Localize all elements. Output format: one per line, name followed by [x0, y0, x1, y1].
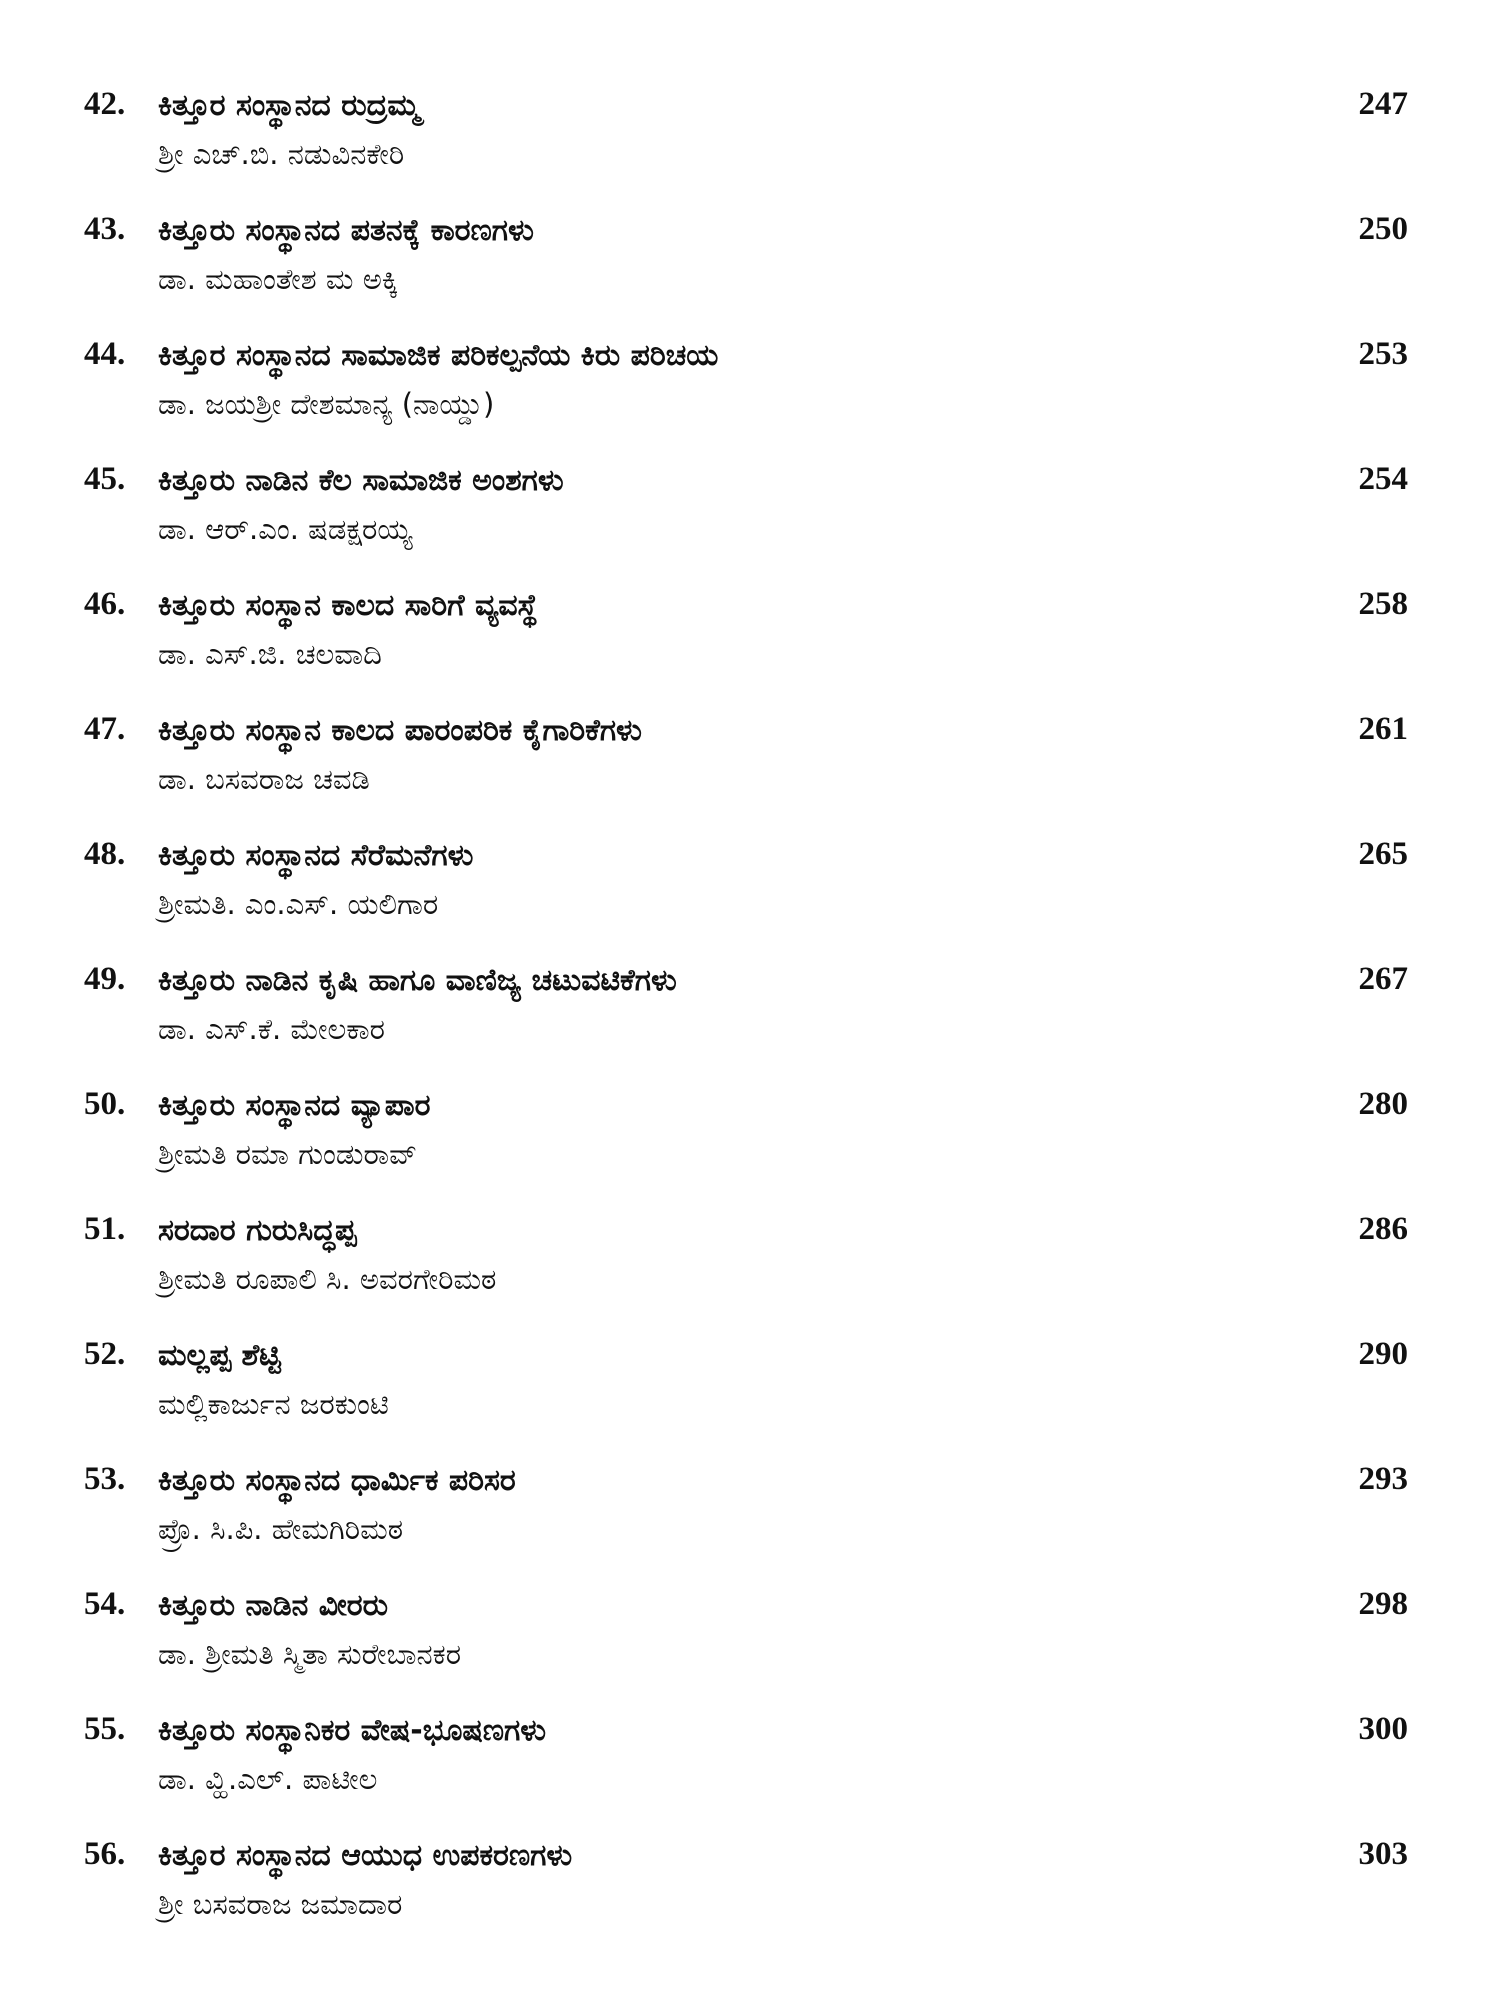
- entry-page-number: 286: [1358, 1211, 1408, 1247]
- entry-author: ಶ್ರೀಮತಿ. ಎಂ.ಎಸ್. ಯಲಿಗಾರ: [158, 887, 439, 921]
- entry-author: ಶ್ರೀಮತಿ ರಮಾ ಗುಂಡುರಾವ್: [158, 1137, 418, 1171]
- entry-title: ಕಿತ್ತೂರು ಸಂಸ್ಥಾನ ಕಾಲದ ಸಾರಿಗೆ ವ್ಯವಸ್ಥೆ: [158, 588, 538, 623]
- entry-number: 44.: [84, 336, 126, 372]
- toc-entry-43: [0, 207, 1500, 327]
- toc-entry-45: [0, 457, 1500, 577]
- entry-title: ಮಲ್ಲಪ್ಪ ಶೆಟ್ಟಿ: [158, 1338, 281, 1373]
- entry-number: 43.: [84, 211, 126, 247]
- entry-title: ಕಿತ್ತೂರು ಸಂಸ್ಥಾನದ ಪತನಕ್ಕೆ ಕಾರಣಗಳು: [158, 213, 534, 248]
- toc-entry-44: [0, 332, 1500, 452]
- entry-page-number: 267: [1358, 961, 1408, 997]
- toc-entry-53: [0, 1457, 1500, 1577]
- entry-number: 46.: [84, 586, 126, 622]
- toc-entry-46: [0, 582, 1500, 702]
- entry-title: ಕಿತ್ತೂರು ಸಂಸ್ಥಾನ ಕಾಲದ ಪಾರಂಪರಿಕ ಕೈಗಾರಿಕೆಗಳು: [158, 713, 642, 748]
- entry-author: ಡಾ. ವ್ಹಿ.ಎಲ್. ಪಾಟೀಲ: [158, 1762, 378, 1796]
- entry-author: ಮಲ್ಲಿಕಾರ್ಜುನ ಜರಕುಂಟಿ: [158, 1387, 389, 1421]
- toc-entry-47: [0, 707, 1500, 827]
- entry-title: ಕಿತ್ತೂರ ಸಂಸ್ಥಾನದ ಸಾಮಾಜಿಕ ಪರಿಕಲ್ಪನೆಯ ಕಿರು ಪರಿಚಯ: [158, 338, 719, 373]
- entry-page-number: 258: [1358, 586, 1408, 622]
- entry-author: ಡಾ. ಎಸ್.ಜಿ. ಚಲವಾದಿ: [158, 637, 382, 671]
- entry-title: ಕಿತ್ತೂರು ಸಂಸ್ಥಾನದ ಧಾರ್ಮಿಕ ಪರಿಸರ: [158, 1463, 516, 1498]
- entry-author: ಡಾ. ಶ್ರೀಮತಿ ಸ್ಮಿತಾ ಸುರೇಬಾನಕರ: [158, 1637, 462, 1671]
- entry-page-number: 261: [1358, 711, 1408, 747]
- entry-title: ಕಿತ್ತೂರ ಸಂಸ್ಥಾನದ ಆಯುಧ ಉಪಕರಣಗಳು: [158, 1838, 573, 1873]
- entry-number: 53.: [84, 1461, 126, 1497]
- toc-entry-55: [0, 1707, 1500, 1827]
- entry-number: 52.: [84, 1336, 126, 1372]
- entry-number: 51.: [84, 1211, 126, 1247]
- entry-number: 56.: [84, 1836, 126, 1872]
- toc-entry-54: [0, 1582, 1500, 1702]
- entry-page-number: 300: [1358, 1711, 1408, 1747]
- entry-page-number: 250: [1358, 211, 1408, 247]
- entry-page-number: 265: [1358, 836, 1408, 872]
- entry-page-number: 247: [1358, 86, 1408, 122]
- entry-number: 47.: [84, 711, 126, 747]
- entry-author: ಡಾ. ಜಯಶ್ರೀ ದೇಶಮಾನ್ಯ (ನಾಯ್ಡು): [158, 387, 495, 421]
- entry-number: 54.: [84, 1586, 126, 1622]
- entry-title: ಕಿತ್ತೂರ ಸಂಸ್ಥಾನದ ರುದ್ರಮ್ಮ: [158, 88, 420, 123]
- toc-entry-51: [0, 1207, 1500, 1327]
- entry-number: 49.: [84, 961, 126, 997]
- entry-title: ಕಿತ್ತೂರು ಸಂಸ್ಥಾನದ ವ್ಯಾಪಾರ: [158, 1088, 431, 1123]
- entry-author: ಡಾ. ಮಹಾಂತೇಶ ಮ ಅಕ್ಕಿ: [158, 262, 399, 296]
- entry-author: ಪ್ರೊ. ಸಿ.ಪಿ. ಹೇಮಗಿರಿಮಠ: [158, 1512, 404, 1546]
- entry-title: ಕಿತ್ತೂರು ನಾಡಿನ ವೀರರು: [158, 1588, 389, 1623]
- entry-page-number: 290: [1358, 1336, 1408, 1372]
- entry-page-number: 253: [1358, 336, 1408, 372]
- entry-title: ಕಿತ್ತೂರು ಸಂಸ್ಥಾನಿಕರ ವೇಷ-ಭೂಷಣಗಳು: [158, 1713, 547, 1748]
- entry-number: 48.: [84, 836, 126, 872]
- toc-entry-52: [0, 1332, 1500, 1452]
- entry-page-number: 293: [1358, 1461, 1408, 1497]
- toc-entry-42: [0, 82, 1500, 202]
- entry-author: ಡಾ. ಬಸವರಾಜ ಚವಡಿ: [158, 762, 370, 796]
- entry-author: ಶ್ರೀ ಬಸವರಾಜ ಜಮಾದಾರ: [158, 1887, 403, 1921]
- entry-title: ಕಿತ್ತೂರು ಸಂಸ್ಥಾನದ ಸೆರೆಮನೆಗಳು: [158, 838, 474, 873]
- entry-title: ಸರದಾರ ಗುರುಸಿದ್ಧಪ್ಪ: [158, 1213, 357, 1248]
- entry-author: ಡಾ. ಎಸ್.ಕೆ. ಮೇಲಕಾರ: [158, 1012, 385, 1046]
- entry-page-number: 280: [1358, 1086, 1408, 1122]
- entry-number: 42.: [84, 86, 126, 122]
- toc-entry-49: [0, 957, 1500, 1077]
- toc-entry-56: [0, 1832, 1500, 1952]
- entry-page-number: 303: [1358, 1836, 1408, 1872]
- entry-title: ಕಿತ್ತೂರು ನಾಡಿನ ಕೃಷಿ ಹಾಗೂ ವಾಣಿಜ್ಯ ಚಟುವಟಿಕೆಗಳು: [158, 963, 677, 998]
- toc-entry-48: [0, 832, 1500, 952]
- entry-author: ಡಾ. ಆರ್.ಎಂ. ಷಡಕ್ಷರಯ್ಯ: [158, 512, 413, 546]
- entry-number: 55.: [84, 1711, 126, 1747]
- toc-entry-50: [0, 1082, 1500, 1202]
- entry-page-number: 298: [1358, 1586, 1408, 1622]
- entry-number: 45.: [84, 461, 126, 497]
- entry-page-number: 254: [1358, 461, 1408, 497]
- entry-author: ಶ್ರೀ ಎಚ್.ಬಿ. ನಡುವಿನಕೇರಿ: [158, 137, 405, 171]
- entry-title: ಕಿತ್ತೂರು ನಾಡಿನ ಕೆಲ ಸಾಮಾಜಿಕ ಅಂಶಗಳು: [158, 463, 564, 498]
- entry-number: 50.: [84, 1086, 126, 1122]
- entry-author: ಶ್ರೀಮತಿ ರೂಪಾಲಿ ಸಿ. ಅವರಗೇರಿಮಠ: [158, 1262, 497, 1296]
